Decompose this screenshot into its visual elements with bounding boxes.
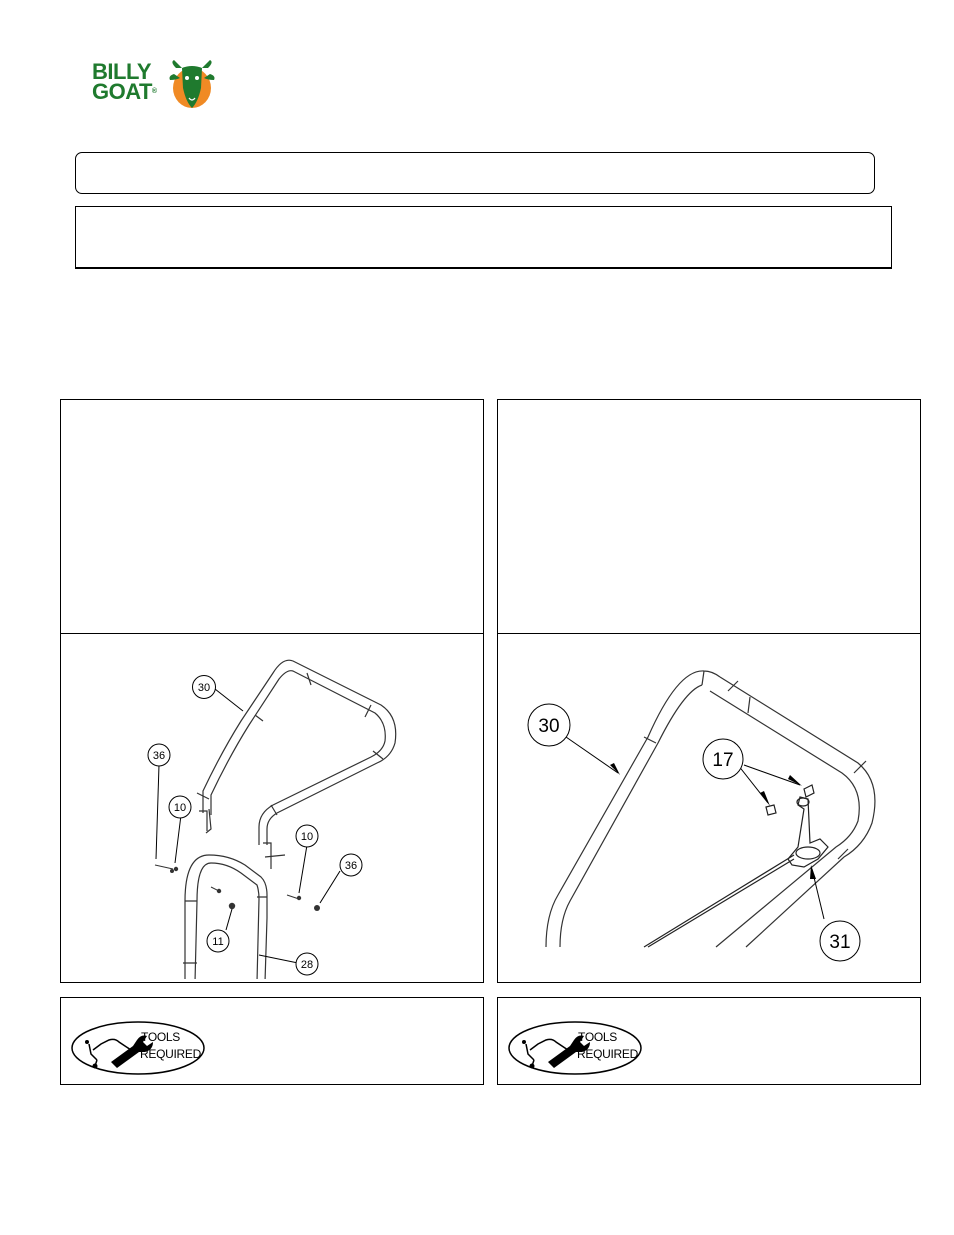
callout-10: 10 bbox=[173, 802, 187, 814]
step-text-area bbox=[498, 400, 920, 634]
tools-required-badge bbox=[71, 1020, 207, 1076]
callout-36: 36 bbox=[152, 750, 166, 762]
cable-control-diagram bbox=[498, 633, 920, 982]
callout-30: 30 bbox=[538, 716, 560, 737]
callout-30: 30 bbox=[197, 682, 211, 694]
step-figure bbox=[498, 633, 920, 982]
callout-36: 36 bbox=[344, 860, 358, 872]
step-panel-right bbox=[497, 399, 921, 983]
step-figure bbox=[61, 633, 483, 982]
description-box bbox=[75, 206, 892, 269]
billy-goat-logo bbox=[92, 58, 222, 110]
tools-label-line-1: TOOLS bbox=[578, 1030, 617, 1044]
callout-31: 31 bbox=[829, 932, 851, 953]
logo-line-2: GOAT® bbox=[92, 79, 157, 104]
tools-required-box-right bbox=[497, 997, 921, 1085]
tools-label-line-1: TOOLS bbox=[141, 1030, 180, 1044]
step-panel-left bbox=[60, 399, 484, 983]
logo-line-1: BILLY bbox=[92, 59, 152, 84]
step-text-area bbox=[61, 400, 483, 634]
tools-required-badge bbox=[508, 1020, 644, 1076]
handle-assembly-diagram bbox=[61, 633, 483, 982]
tools-label-line-2: REQUIRED bbox=[140, 1047, 201, 1061]
goat-head-icon bbox=[168, 58, 216, 110]
title-box bbox=[75, 152, 875, 194]
callout-17: 17 bbox=[712, 750, 734, 771]
callout-10: 10 bbox=[300, 831, 314, 843]
logo-wordmark bbox=[92, 59, 157, 104]
callout-11: 11 bbox=[212, 936, 224, 948]
tools-label-line-2: REQUIRED bbox=[577, 1047, 638, 1061]
callout-28: 28 bbox=[300, 959, 314, 971]
tools-required-box-left bbox=[60, 997, 484, 1085]
